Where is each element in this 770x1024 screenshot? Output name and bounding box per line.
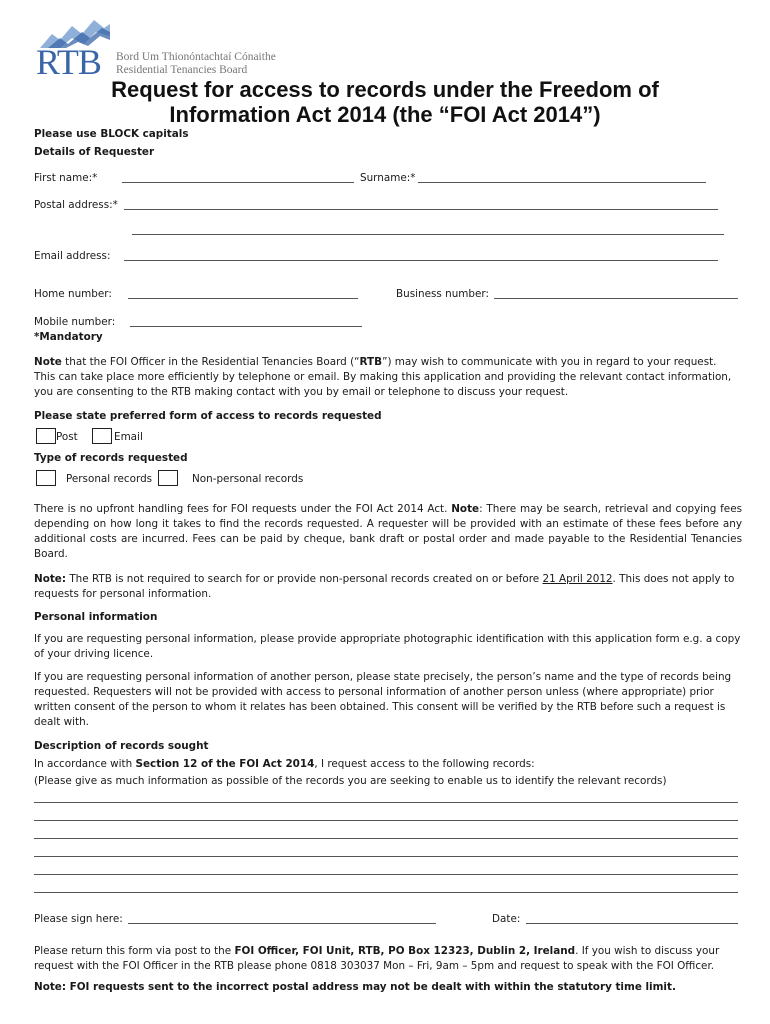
- description-text-2: , I request access to the following records:: [314, 758, 535, 770]
- non-personal-records-label: Non-personal records: [192, 473, 304, 485]
- fees-paragraph: [34, 502, 742, 562]
- contact-note-text-2: ”) may wish to communicate with you in regard to your request.: [382, 356, 717, 368]
- business-number-label: Business number:: [396, 288, 489, 300]
- non-personal-note-text-2: . This does not apply to requests for personal information.: [34, 573, 735, 600]
- description-field-6[interactable]: [34, 892, 738, 893]
- signature-field[interactable]: [128, 923, 436, 924]
- surname-field[interactable]: [418, 182, 706, 183]
- personal-info-heading: Personal information: [34, 611, 158, 623]
- return-paragraph: [34, 944, 742, 974]
- postal-address-field-2[interactable]: [132, 234, 724, 235]
- business-number-field[interactable]: [494, 298, 738, 299]
- fees-text-2: : There may be search, retrieval and copying fees depending on how long it takes to find the records requested. A requester will be provided with an estimate of these fees before any additional costs are incurred. Fees can be paid by cheque, bank draft or postal order and made payable to the Residential Tenancies Board.: [34, 503, 742, 560]
- personal-records-label: Personal records: [66, 473, 153, 485]
- sign-label: Please sign here:: [34, 913, 123, 925]
- mobile-number-field[interactable]: [130, 326, 362, 327]
- fees-text-1: There is no upfront handling fees for FOI requests under the FOI Act 2014 Act.: [34, 503, 452, 515]
- non-personal-note-text-1: The RTB is not required to search for or provide non-personal records created on or before: [66, 573, 543, 585]
- email-label: Email address:: [34, 250, 111, 262]
- description-field-2[interactable]: [34, 820, 738, 821]
- date-field[interactable]: [526, 923, 738, 924]
- first-name-label: First name:*: [34, 172, 98, 184]
- contact-note: [34, 355, 742, 400]
- description-field-4[interactable]: [34, 856, 738, 857]
- return-text-1: Please return this form via post to the: [34, 945, 235, 957]
- non-personal-note-date: 21 April 2012: [542, 573, 613, 585]
- block-capitals-instruction: Please use BLOCK capitals: [34, 128, 189, 140]
- description-line1: [34, 758, 535, 771]
- org-name-english: Residential Tenancies Board: [116, 64, 248, 76]
- final-note: Note: FOI requests sent to the incorrect postal address may not be dealt with within the statutory time limit.: [34, 981, 676, 993]
- description-section: Section 12 of the FOI Act 2014: [135, 758, 315, 770]
- return-address: FOI Officer, FOI Unit, RTB, PO Box 12323, Dublin 2, Ireland: [234, 945, 576, 957]
- post-label: Post: [56, 431, 78, 443]
- surname-label: Surname:*: [360, 172, 416, 184]
- description-field-3[interactable]: [34, 838, 738, 839]
- email-option-label: Email: [114, 431, 143, 443]
- description-line2: (Please give as much information as possible of the records you are seeking to enable us to identify the relevant records): [34, 775, 667, 787]
- contact-note-label: Note: [34, 356, 62, 368]
- email-field[interactable]: [124, 260, 718, 261]
- description-heading: Description of records sought: [34, 740, 209, 752]
- contact-note-line3: you are consenting to the RTB making contact with you by email or telephone to discuss your request.: [34, 386, 569, 398]
- postal-address-field-1[interactable]: [124, 209, 718, 210]
- mobile-number-label: Mobile number:: [34, 316, 116, 328]
- non-personal-note: [34, 572, 742, 602]
- mandatory-note: *Mandatory: [34, 331, 103, 343]
- fees-note-label: Note: [451, 503, 480, 515]
- personal-records-checkbox[interactable]: [36, 470, 56, 486]
- date-label: Date:: [492, 913, 521, 925]
- email-checkbox[interactable]: [92, 428, 112, 444]
- page-title-line2: Information Act 2014 (the “FOI Act 2014”): [169, 102, 601, 127]
- org-name-irish: Bord Um Thionóntachtaí Cónaithe: [116, 51, 276, 63]
- description-field-1[interactable]: [34, 802, 738, 803]
- rtb-logo: [36, 14, 306, 80]
- details-heading: Details of Requester: [34, 146, 155, 158]
- contact-note-line2: This can take place more efficiently by telephone or email. By making this application and providing the relevant contact information,: [34, 371, 732, 383]
- description-field-5[interactable]: [34, 874, 738, 875]
- contact-note-text-1: that the FOI Officer in the Residential Tenancies Board (“: [61, 356, 360, 368]
- first-name-field[interactable]: [122, 182, 354, 183]
- non-personal-records-checkbox[interactable]: [158, 470, 178, 486]
- page-title-line1: Request for access to records under the Freedom of: [111, 77, 659, 102]
- contact-note-rtb: RTB: [359, 356, 383, 368]
- home-number-field[interactable]: [128, 298, 358, 299]
- record-type-heading: Type of records requested: [34, 452, 188, 464]
- return-text-2: . If you wish to discuss your request with the FOI Officer in the RTB please phone 0818 303037 Mon – Fri, 9am – 5pm and request to speak with the FOI Officer.: [34, 945, 720, 972]
- postal-address-label: Postal address:*: [34, 199, 118, 211]
- personal-info-para2: If you are requesting personal information of another person, please state precisely, the person’s name and the type of records being requested. Requesters will not be provided with access to personal information of another person unless (where appropriate) prior written consent of the person to whom it relates has been obtained. This consent will be verified by the RTB before such a request is dealt with.: [34, 671, 732, 728]
- home-number-label: Home number:: [34, 288, 112, 300]
- logo-text: RTB: [36, 42, 101, 82]
- description-text-1: In accordance with: [34, 758, 136, 770]
- non-personal-note-label: Note:: [34, 573, 67, 585]
- access-form-heading: Please state preferred form of access to records requested: [34, 410, 382, 422]
- personal-info-para1: If you are requesting personal information, please provide appropriate photographic identification with this application form e.g. a copy of your driving licence.: [34, 633, 741, 660]
- post-checkbox[interactable]: [36, 428, 56, 444]
